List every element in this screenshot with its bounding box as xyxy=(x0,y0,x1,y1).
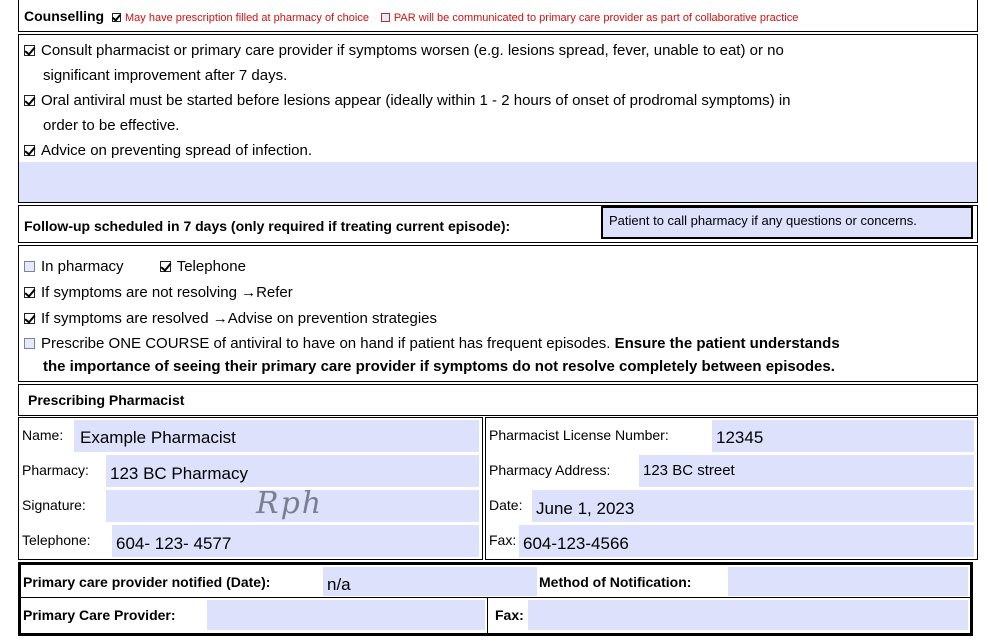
resolved-label: If symptoms are resolved →Advise on prevention strategies xyxy=(41,310,438,327)
not-resolving-checkbox[interactable] xyxy=(24,287,35,298)
address-value: 123 BC street xyxy=(643,462,735,479)
followup-label: Follow-up scheduled in 7 days (only required if treating current episode): xyxy=(24,218,511,234)
followup-method-row xyxy=(24,258,246,275)
par-label: PAR will be communicated to primary care provider as part of collaborative practice xyxy=(393,12,799,24)
prescribe-bold-text: Ensure the patient understands xyxy=(614,335,840,352)
prescribe-text: Prescribe ONE COURSE of antiviral to have on hand if patient has frequent episodes. xyxy=(41,335,615,352)
pcp-provider-field[interactable] xyxy=(207,600,485,630)
counsel-item-3 xyxy=(24,142,312,159)
signature-field[interactable] xyxy=(106,486,479,522)
pcp-notified-field[interactable] xyxy=(323,567,537,596)
telephone-checkbox[interactable] xyxy=(160,261,171,272)
not-resolving-item xyxy=(24,284,293,301)
counsel-item-2 xyxy=(24,92,791,109)
name-value: Example Pharmacist xyxy=(80,428,236,447)
pharmacist-heading: Prescribing Pharmacist xyxy=(28,392,185,408)
signature-value: Rph xyxy=(256,486,324,521)
pcp-provider-label: Primary Care Provider: xyxy=(23,607,176,623)
counselling-notes-field[interactable] xyxy=(19,162,977,202)
followup-note-field[interactable] xyxy=(601,206,973,239)
pcp-notified-value: n/a xyxy=(327,575,351,594)
license-field[interactable] xyxy=(712,420,974,452)
followup-note: Patient to call pharmacy if any questions or concerns. xyxy=(609,213,917,228)
resolved-checkbox[interactable] xyxy=(24,313,35,324)
name-label: Name: xyxy=(22,427,64,443)
not-resolving-label: If symptoms are not resolving →Refer xyxy=(41,284,293,301)
license-value: 12345 xyxy=(716,428,764,447)
fax-value: 604-123-4566 xyxy=(523,534,629,553)
pcp-method-field[interactable] xyxy=(728,567,968,596)
in-pharmacy-label: In pharmacy xyxy=(41,258,124,275)
fax-label: Fax: xyxy=(489,532,517,548)
counsel-item-2-checkbox[interactable] xyxy=(24,95,35,106)
in-pharmacy-checkbox[interactable] xyxy=(24,261,35,272)
pharmacy-field[interactable] xyxy=(106,455,479,487)
license-label: Pharmacist License Number: xyxy=(489,427,669,443)
counsel-item-1-line1: Consult pharmacist or primary care provider if symptoms worsen (e.g. lesions spread, fever, unable to eat) or no xyxy=(41,42,784,59)
pcp-divider xyxy=(21,597,970,598)
counsel-item-1 xyxy=(24,42,784,59)
pharmacy-value: 123 BC Pharmacy xyxy=(110,464,248,483)
address-field[interactable] xyxy=(639,455,974,487)
prescribe-bold-cont: the importance of seeing their primary care provider if symptoms do not resolve completely between episodes. xyxy=(43,358,835,375)
pharmacy-label: Pharmacy: xyxy=(22,462,89,478)
prescribe-item xyxy=(24,335,840,352)
pharmacy-choice-label: May have prescription filled at pharmacy of choice xyxy=(125,12,369,24)
counsel-item-1-checkbox[interactable] xyxy=(24,45,35,56)
date-label: Date: xyxy=(489,497,523,513)
signature-label: Signature: xyxy=(22,497,86,513)
pcp-notified-label: Primary care provider notified (Date): xyxy=(23,574,271,590)
pharmacy-choice-checkbox[interactable] xyxy=(112,13,121,22)
telephone-field[interactable] xyxy=(112,525,479,557)
address-label: Pharmacy Address: xyxy=(489,462,611,478)
fax-field[interactable] xyxy=(519,525,974,557)
pcp-method-label: Method of Notification: xyxy=(539,574,692,590)
par-checkbox[interactable] xyxy=(381,13,390,22)
counsel-item-3-line1: Advice on preventing spread of infection. xyxy=(41,142,313,159)
date-value: June 1, 2023 xyxy=(536,499,635,518)
telephone-label: Telephone xyxy=(176,258,246,275)
counselling-title: Counselling xyxy=(24,8,105,24)
pcp-col-divider xyxy=(487,598,488,633)
date-field[interactable] xyxy=(532,490,974,522)
name-field[interactable] xyxy=(74,420,479,452)
counsel-item-2-line1: Oral antiviral must be started before lesions appear (ideally within 1 - 2 hours of onset of prodromal symptoms) in xyxy=(41,92,791,109)
counsel-item-2-cont: order to be effective. xyxy=(43,117,180,134)
counsel-item-1-cont: significant improvement after 7 days. xyxy=(43,67,288,84)
pcp-fax-field[interactable] xyxy=(528,600,968,630)
prescribe-checkbox[interactable] xyxy=(24,338,35,349)
pcp-fax-label: Fax: xyxy=(495,607,524,623)
counselling-header-row xyxy=(24,8,798,24)
telephone-label: Telephone: xyxy=(22,532,91,548)
resolved-item xyxy=(24,310,437,327)
counsel-item-3-checkbox[interactable] xyxy=(24,145,35,156)
telephone-value: 604- 123- 4577 xyxy=(116,534,232,553)
